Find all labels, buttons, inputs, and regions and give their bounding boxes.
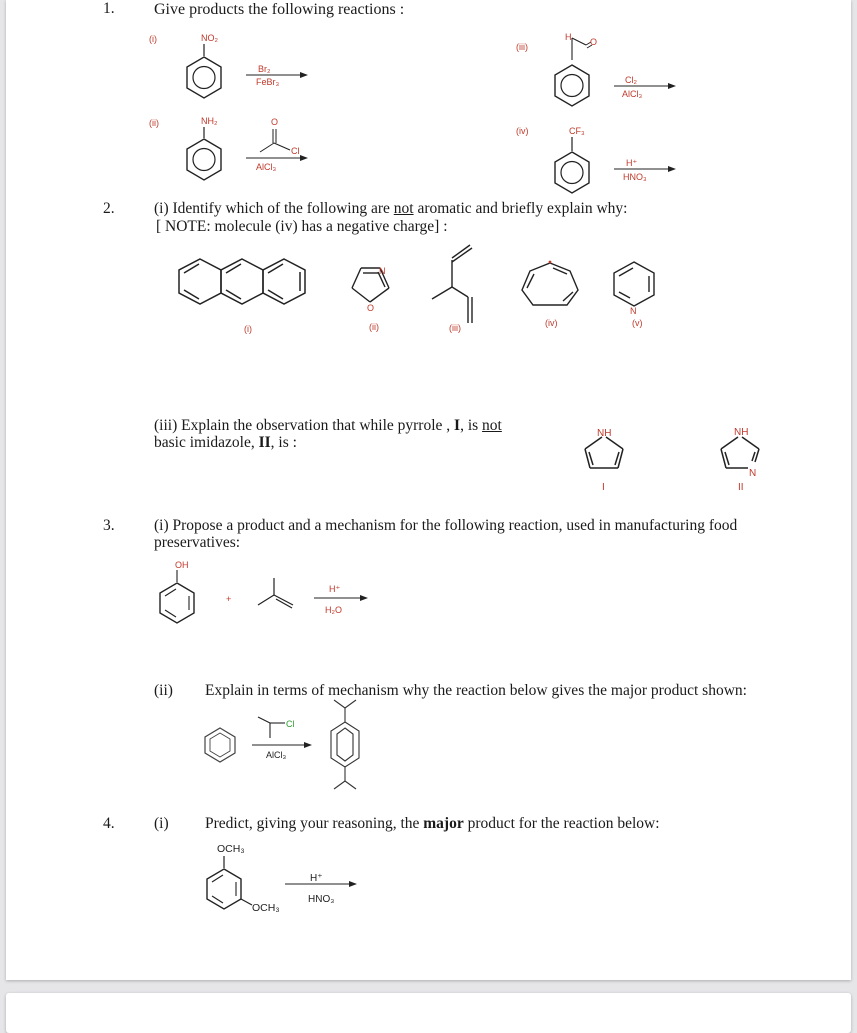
q2-part3-bold-i: I: [454, 417, 461, 434]
q4-och3-bottom: OCH₃: [252, 902, 280, 914]
q1-part-iv-label: (iv): [516, 126, 529, 136]
q2-part3-underlined: not: [482, 417, 502, 434]
q1-i-reagent-top: Br₂: [258, 64, 271, 74]
q2-imidazole-label: II: [738, 482, 744, 493]
q2-mol-v-n: N: [630, 306, 637, 316]
q3-r1-plus: +: [226, 594, 232, 604]
q1-ii-nh2: NH₂: [201, 116, 218, 126]
q1-ii-reagent-bottom: AlCl₃: [256, 162, 277, 172]
q1-iii-reagent-bottom: AlCl₃: [622, 89, 643, 99]
q3-line2: preservatives:: [154, 534, 241, 551]
q4-text-post: product for the reaction below:: [463, 815, 660, 832]
q3-part2-label: (ii): [154, 682, 173, 699]
q2-part3-line2-pre: basic imidazole,: [154, 434, 259, 451]
q3-number: 3.: [103, 517, 115, 534]
q2-imidazole-nh: NH: [734, 427, 749, 438]
q2-line1-underlined: not: [393, 200, 414, 217]
q4-reagent-bottom: HNO₃: [308, 894, 335, 905]
q1-iii-o: O: [590, 37, 598, 47]
q1-number: 1.: [103, 0, 115, 17]
q3-r2-reagent: AlCl₃: [266, 750, 287, 760]
q2-mol-ii-o: O: [367, 303, 375, 313]
q2-pyrrole-nh: NH: [597, 428, 612, 439]
q4-reagent-top: H⁺: [310, 873, 323, 884]
q2-part3-line2-post: , is :: [270, 434, 297, 451]
q4-och3-top: OCH₃: [217, 843, 245, 855]
q1-iii-reagent-top: Cl₂: [625, 75, 637, 85]
q1-text: Give products the following reactions :: [154, 1, 405, 18]
q1-ii-cl: Cl: [291, 146, 300, 156]
q2-mol-i-label: (i): [244, 324, 252, 334]
q3-r1-oh: OH: [175, 560, 189, 570]
q1-iv-reagent-bottom: HNO₃: [623, 172, 647, 182]
q2-part3-mid: , is: [460, 417, 483, 434]
q2-line1-pre: (i) Identify which of the following are: [154, 200, 394, 217]
q2-line2: [ NOTE: molecule (iv) has a negative charge] :: [156, 218, 448, 235]
q2-pyrrole-label: I: [602, 482, 605, 493]
q2-part3-bold-ii: II: [258, 434, 271, 451]
q1-part-i-label: (i): [149, 34, 157, 44]
q1-i-reagent-bottom: FeBr₃: [256, 77, 280, 87]
q3-part2-text: Explain in terms of mechanism why the reaction below gives the major product shown:: [205, 682, 747, 699]
q1-iv-reagent-top: H⁺: [626, 158, 638, 168]
q2-imidazole-n: N: [749, 468, 757, 479]
q2-mol-iv-label: (iv): [545, 318, 558, 328]
q3-line1: (i) Propose a product and a mechanism for the following reaction, used in manufacturing food: [154, 517, 738, 534]
q1-part-ii-label: (ii): [149, 118, 159, 128]
q4-number: 4.: [103, 815, 115, 832]
q1-iv-cf3: CF₃: [569, 126, 585, 136]
q2-mol-ii-label: (ii): [369, 322, 379, 332]
q1-ii-o: O: [271, 117, 279, 127]
q2-number: 2.: [103, 200, 115, 217]
q2-mol-iii-label: (iii): [449, 323, 461, 333]
q3-r2-cl: Cl: [286, 719, 295, 729]
q2-mol-v-label: (v): [632, 318, 643, 328]
q3-r1-reagent-top: H⁺: [329, 584, 341, 594]
q1-i-no2: NO₂: [201, 33, 218, 43]
q3-r1-reagent-bottom: H₂O: [325, 605, 342, 615]
q2-mol-ii-n: N: [379, 266, 386, 276]
q1-iii-h: H: [565, 32, 572, 42]
q1-part-iii-label: (iii): [516, 42, 528, 52]
q4-text-bold: major: [423, 815, 464, 832]
q4-text-pre: Predict, giving your reasoning, the: [205, 815, 424, 832]
q2-part3-pre: (iii) Explain the observation that while pyrrole ,: [154, 417, 455, 434]
q4-part-label: (i): [154, 815, 169, 832]
q2-line1-post: aromatic and briefly explain why:: [413, 200, 628, 217]
